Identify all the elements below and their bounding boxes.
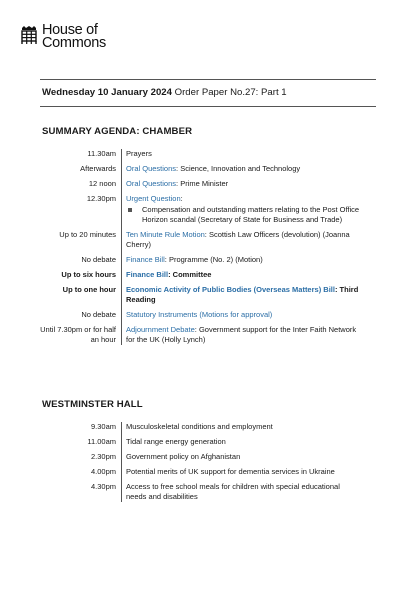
agenda-link[interactable]: Oral Questions [126,164,177,173]
westminster-hall-agenda [40,422,376,502]
agenda-row [40,325,376,345]
house-of-commons-logo [20,24,106,50]
agenda-row [40,467,376,482]
agenda-item [121,310,376,325]
header-rule-bottom [40,106,376,107]
sitting-date: Wednesday 10 January 2024 [42,87,172,98]
agenda-item: Potential merits of UK support for dementia services in Ukraine [121,467,376,482]
agenda-text: : Prime Minister [176,179,229,188]
agenda-link[interactable]: Urgent Question [126,194,181,203]
agenda-time: 9.30am [90,422,116,431]
agenda-row [40,164,376,179]
agenda-time: No debate [81,310,116,319]
agenda-text: : [180,194,183,203]
bullet-text: Compensation and outstanding matters relating to the Post Office Horizon scandal (Secretary of State for Business and Trade) [142,205,360,224]
logo-line-1: House of [42,22,98,38]
agenda-time: 4.30pm [90,482,116,491]
agenda-link[interactable]: Adjournment Debate [126,325,195,334]
agenda-item [121,164,376,179]
agenda-link[interactable]: Finance Bill [126,270,169,279]
agenda-link[interactable]: Ten Minute Rule Motion [126,230,205,239]
chamber-section-title: SUMMARY AGENDA: CHAMBER [42,126,193,137]
agenda-item [121,149,376,164]
agenda-row [40,255,376,270]
agenda-time: Up to six hours [61,270,116,279]
agenda-row [40,422,376,437]
agenda-link[interactable]: Oral Questions [126,179,177,188]
agenda-row [40,452,376,467]
agenda-row [40,437,376,452]
order-paper-number: Order Paper No.27: Part 1 [174,87,287,98]
portcullis-icon [20,26,38,46]
agenda-text: : Scottish Law Officers (devolution) (Joanna Cherry) [126,230,350,249]
agenda-item: Access to free school meals for children with special educational needs and disabilities [121,482,376,502]
agenda-time: Until 7.30pm or for half an hour [40,325,116,344]
agenda-time: 11.00am [87,437,116,446]
chamber-agenda [40,149,376,345]
agenda-time: 12 noon [88,179,116,188]
agenda-bullet [126,204,360,225]
agenda-row [40,230,376,255]
agenda-item [121,325,376,345]
agenda-text: : Programme (No. 2) (Motion) [164,255,263,264]
agenda-text: : Third Reading [126,285,359,304]
agenda-time: Up to one hour [62,285,116,294]
agenda-time: No debate [81,255,116,264]
agenda-item [121,179,376,194]
agenda-item: Tidal range energy generation [121,437,376,452]
agenda-item [121,255,376,270]
agenda-row [40,285,376,310]
agenda-time: 2.30pm [90,452,116,461]
agenda-time: 4.00pm [90,467,116,476]
agenda-text: : Government support for the Inter Faith Network for the UK (Holly Lynch) [126,325,357,344]
agenda-time: Afterwards [80,164,116,173]
agenda-time: 12.30pm [86,194,116,203]
agenda-row [40,310,376,325]
agenda-time: 11.30am [87,149,116,158]
agenda-row [40,149,376,164]
agenda-link[interactable]: Economic Activity of Public Bodies (Overseas Matters) Bill [126,285,335,294]
agenda-row [40,194,376,230]
agenda-time: Up to 20 minutes [59,230,116,239]
agenda-item [121,230,376,255]
agenda-text: Prayers [126,149,152,158]
agenda-link[interactable]: Statutory Instruments (Motions for approval) [126,310,273,319]
agenda-row [40,270,376,285]
agenda-item: Musculoskeletal conditions and employment [121,422,376,437]
agenda-item [121,194,376,230]
agenda-row [40,179,376,194]
agenda-item [121,270,376,285]
agenda-text: : Science, Innovation and Technology [176,164,301,173]
agenda-text: : Committee [168,270,212,279]
agenda-item: Government policy on Afghanistan [121,452,376,467]
order-paper-heading [42,87,287,98]
agenda-row [40,482,376,502]
header-rule-top [40,79,376,80]
agenda-link[interactable]: Finance Bill [126,255,165,264]
agenda-item [121,285,376,310]
westminster-hall-section-title: WESTMINSTER HALL [42,399,143,410]
logo-line-2: Commons [42,35,106,51]
square-bullet-icon [128,208,132,212]
